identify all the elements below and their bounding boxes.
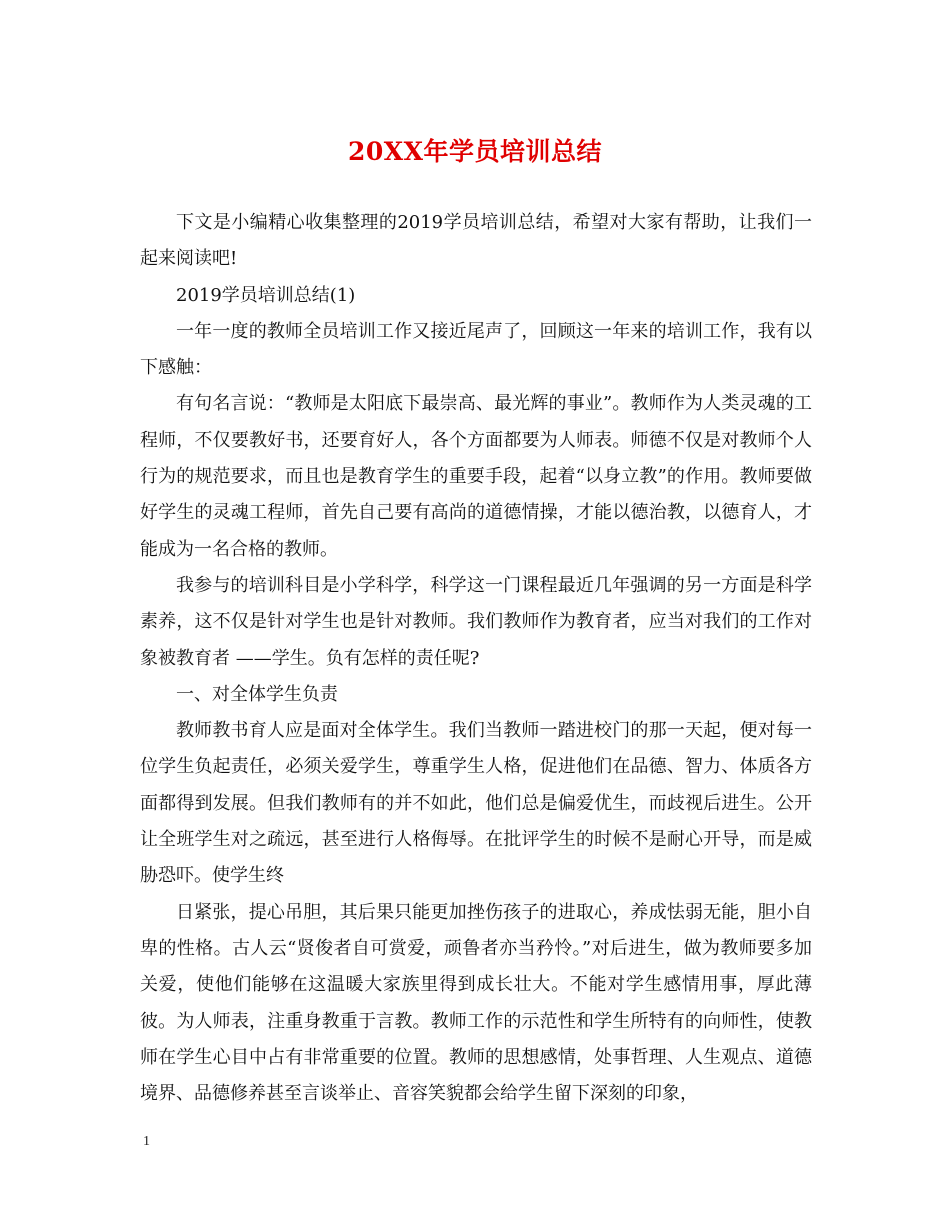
- paragraph-opening: 一年一度的教师全员培训工作又接近尾声了，回顾这一年来的培训工作，我有以下感触：: [140, 320, 812, 379]
- page-number: 1: [143, 1134, 150, 1149]
- paragraph-continued: 日紧张，提心吊胆，其后果只能更加挫伤孩子的进取心，养成怯弱无能，胆小自卑的性格。古人云“贤俊者自可赏爱，顽鲁者亦当矜怜。”对后进生，做为教师要多加关爱，使他们能够在这温暖大家族里得到成长壮大。不能对学生感情用事，厚此薄彼。为人师表，注重身教重于言教。教师工作的示范性和学生所特有的向师性，使教师在学生心目中占有非常重要的位置。教师的思想感情，处事哲理、人生观点、道德境界、品德修养甚至言谈举止、音容笑貌都会给学生留下深刻的印象，: [140, 901, 812, 1105]
- document-body: [140, 205, 812, 1112]
- paragraph-all-students: 教师教书育人应是面对全体学生。我们当教师一踏进校门的那一天起，便对每一位学生负起责任，必须关爱学生，尊重学生人格，促进他们在品德、智力、体质各方面都得到发展。但我们教师有的并不如此，他们总是偏爱优生，而歧视后进生。公开让全班学生对之疏远，甚至进行人格侮辱。在批评学生的时候不是耐心开导，而是威胁恐吓。使学生终: [140, 720, 812, 887]
- document-title: 20XX年学员培训总结: [347, 137, 603, 166]
- paragraph-teacher-ethics: 有句名言说：“教师是太阳底下最崇高、最光辉的事业”。教师作为人类灵魂的工程师，不仅要教好书，还要育好人，各个方面都要为人师表。师德不仅是对教师个人行为的规范要求，而且也是教育学生的重要手段，起着“以身立教”的作用。教师要做好学生的灵魂工程师，首先自己要有高尚的道德情操，才能以德治教，以德育人，才能成为一名合格的教师。: [140, 393, 812, 560]
- paragraph-science-course: 我参与的培训科目是小学科学，科学这一门课程最近几年强调的另一方面是科学素养，这不仅是针对学生也是针对教师。我们教师作为教育者，应当对我们的工作对象被教育者 ——学生。负有怎样的责任呢?: [140, 574, 812, 669]
- paragraph-subtitle: 2019学员培训总结(1): [176, 284, 356, 306]
- section-heading-1: 一、对全体学生负责: [176, 683, 338, 705]
- paragraph-intro: 下文是小编精心收集整理的2019学员培训总结，希望对大家有帮助，让我们一起来阅读吧!: [140, 212, 812, 270]
